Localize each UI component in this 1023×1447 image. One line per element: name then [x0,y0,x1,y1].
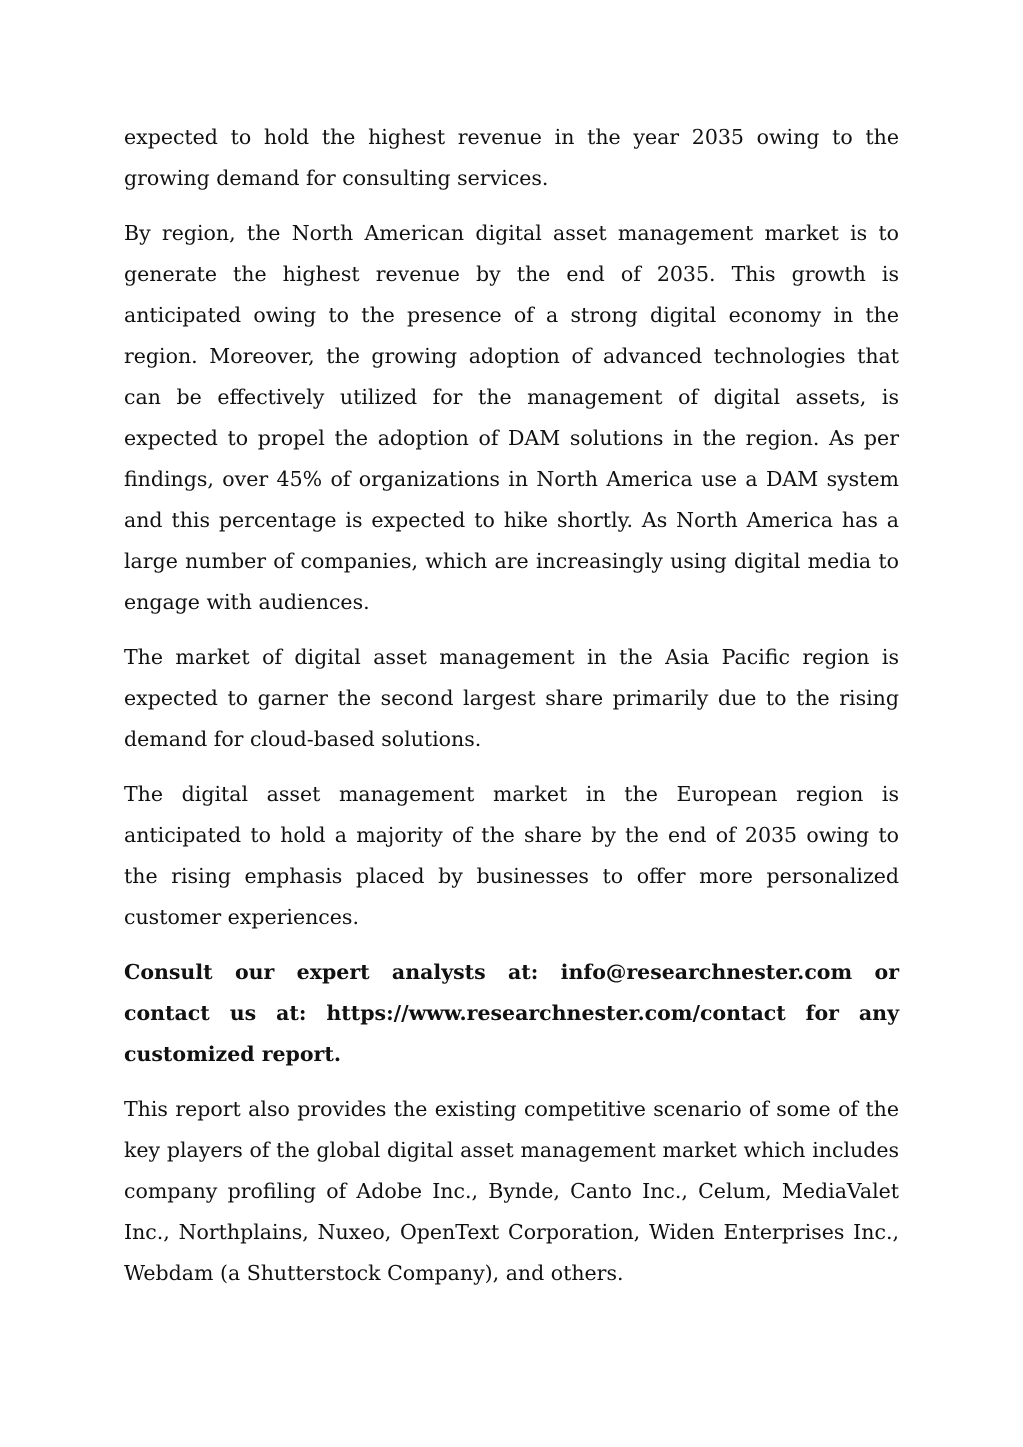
paragraph-contact-callout: Consult our expert analysts at: info@researchnester.com or contact us at: https://www.researchnester.com/contact for any customized report. [124,960,899,1066]
document-page [124,117,899,1308]
paragraph-north-america: By region, the North American digital asset management market is to generate the highest revenue by the end of 2035. This growth is anticipated owing to the presence of a strong digital economy in the region. Moreover, the growing adoption of advanced technologies that can be effectively utilized for the management of digital assets, is expected to propel the adoption of DAM solutions in the region. As per findings, over 45% of organizations in North America use a DAM system and this percentage is expected to hike shortly. As North America has a large number of companies, which are increasingly using digital media to engage with audiences. [124,221,899,614]
paragraph-key-players: This report also provides the existing competitive scenario of some of the key players of the global digital asset management market which includes company profiling of Adobe Inc., Bynde, Canto Inc., Celum, MediaValet Inc., Northplains, Nuxeo, OpenText Corporation, Widen Enterprises Inc., Webdam (a Shutterstock Company), and others. [124,1097,899,1285]
paragraph-consulting-revenue: expected to hold the highest revenue in the year 2035 owing to the growing demand for consulting services. [124,125,899,190]
paragraph-europe: The digital asset management market in the European region is anticipated to hold a majority of the share by the end of 2035 owing to the rising emphasis placed by businesses to offer more personalized customer experiences. [124,782,899,929]
paragraph-asia-pacific: The market of digital asset management in the Asia Pacific region is expected to garner the second largest share primarily due to the rising demand for cloud-based solutions. [124,645,899,751]
